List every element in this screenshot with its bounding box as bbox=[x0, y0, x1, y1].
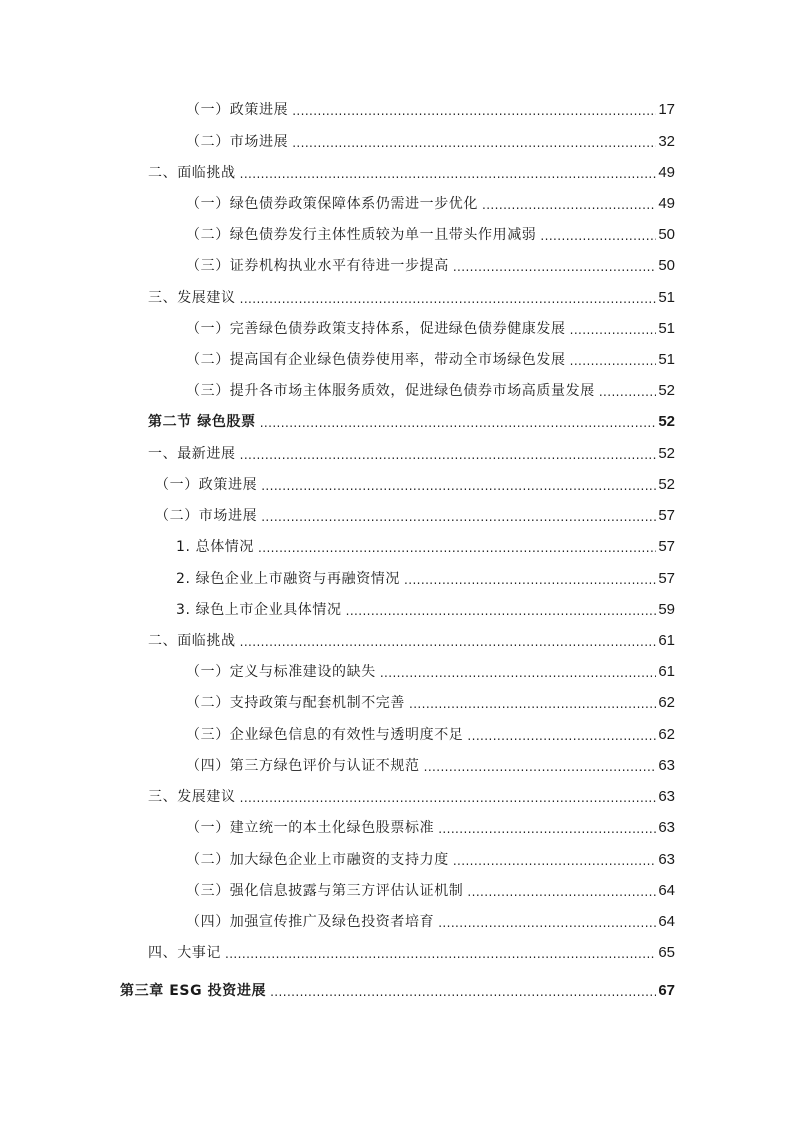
toc-entry-link[interactable] bbox=[186, 251, 675, 275]
toc-entry-link[interactable] bbox=[186, 657, 675, 681]
dot-leader bbox=[240, 289, 657, 307]
toc-entry-link[interactable] bbox=[186, 751, 675, 775]
toc-entry-page: 52 bbox=[658, 445, 675, 462]
toc-entry-title: （三）企业绿色信息的有效性与透明度不足 bbox=[186, 727, 464, 743]
toc-entry-title: 1. 总体情况 bbox=[176, 539, 255, 555]
toc-entry-link[interactable] bbox=[186, 220, 675, 244]
toc-entry-link[interactable] bbox=[148, 938, 675, 962]
dot-leader bbox=[438, 913, 656, 931]
toc-entry-page: 51 bbox=[658, 320, 675, 337]
toc-entry-link[interactable] bbox=[186, 720, 675, 744]
dot-leader bbox=[260, 413, 657, 431]
dot-leader bbox=[482, 195, 656, 213]
toc-entry-page: 63 bbox=[658, 788, 675, 805]
toc-entry-page: 59 bbox=[658, 601, 675, 618]
toc-entry-title: （二）绿色债券发行主体性质较为单一且带头作用减弱 bbox=[186, 227, 537, 243]
toc-entry-title: （一）完善绿色债券政策支持体系，促进绿色债券健康发展 bbox=[186, 321, 566, 337]
dot-leader bbox=[258, 538, 656, 556]
toc-entry-title: 二、面临挑战 bbox=[148, 633, 236, 649]
toc-entry-link[interactable] bbox=[186, 345, 675, 369]
toc-entry-title: （二）支持政策与配套机制不完善 bbox=[186, 695, 405, 711]
toc-entry-page: 57 bbox=[658, 507, 675, 524]
toc-entry-link[interactable] bbox=[120, 976, 675, 1000]
toc-entry-page: 49 bbox=[658, 195, 675, 212]
toc-entry-title: （三）提升各市场主体服务质效，促进绿色债券市场高质量发展 bbox=[186, 383, 595, 399]
toc-entry-title: （二）市场进展 bbox=[155, 508, 258, 524]
dot-leader bbox=[225, 944, 656, 962]
toc-entry-link[interactable] bbox=[176, 532, 675, 556]
dot-leader bbox=[540, 226, 656, 244]
toc-entry-page: 65 bbox=[658, 944, 675, 961]
toc-entry-page: 64 bbox=[658, 882, 675, 899]
toc-entry-page: 51 bbox=[658, 351, 675, 368]
toc-entry-title: 3. 绿色上市企业具体情况 bbox=[176, 602, 342, 618]
dot-leader bbox=[404, 570, 656, 588]
dot-leader bbox=[292, 101, 656, 119]
toc-entry-title: （三）强化信息披露与第三方评估认证机制 bbox=[186, 883, 464, 899]
dot-leader bbox=[240, 164, 657, 182]
toc-entry-link[interactable] bbox=[186, 845, 675, 869]
toc-entry-title: 一、最新进展 bbox=[148, 446, 236, 462]
toc-entry-link[interactable] bbox=[176, 564, 675, 588]
toc-entry-page: 62 bbox=[658, 726, 675, 743]
toc-entry-page: 32 bbox=[658, 133, 675, 150]
toc-entry-link[interactable] bbox=[186, 876, 675, 900]
dot-leader bbox=[346, 601, 657, 619]
toc-entry-title: 四、大事记 bbox=[148, 945, 221, 961]
toc-entry-title: 三、发展建议 bbox=[148, 290, 236, 306]
toc-entry-page: 64 bbox=[658, 913, 675, 930]
toc-entry-page: 17 bbox=[658, 101, 675, 118]
toc-entry-link[interactable] bbox=[186, 688, 675, 712]
toc-entry-title: （二）加大绿色企业上市融资的支持力度 bbox=[186, 852, 449, 868]
dot-leader bbox=[292, 133, 656, 151]
toc-entry-link[interactable] bbox=[186, 813, 675, 837]
toc-entry-page: 52 bbox=[658, 413, 675, 430]
toc-entry-title: 二、面临挑战 bbox=[148, 165, 236, 181]
toc-entry-page: 50 bbox=[658, 257, 675, 274]
toc-entry-page: 49 bbox=[658, 164, 675, 181]
toc-entry-title: （一）政策进展 bbox=[155, 477, 258, 493]
toc-entry-page: 52 bbox=[658, 382, 675, 399]
dot-leader bbox=[570, 351, 657, 369]
toc-entry-link[interactable] bbox=[155, 470, 675, 494]
toc-entry-page: 67 bbox=[658, 982, 675, 999]
toc-entry-page: 57 bbox=[658, 570, 675, 587]
toc-entry-page: 52 bbox=[658, 476, 675, 493]
toc-entry-title: （一）建立统一的本土化绿色股票标准 bbox=[186, 820, 435, 836]
toc-entry-title: 2. 绿色企业上市融资与再融资情况 bbox=[176, 571, 401, 587]
dot-leader bbox=[438, 819, 656, 837]
toc-entry-page: 61 bbox=[658, 663, 675, 680]
dot-leader bbox=[261, 507, 656, 525]
dot-leader bbox=[270, 982, 656, 1000]
toc-entry-link[interactable] bbox=[186, 95, 675, 119]
toc-entry-link[interactable] bbox=[186, 314, 675, 338]
toc-entry-page: 63 bbox=[658, 819, 675, 836]
toc-entry-link[interactable] bbox=[186, 907, 675, 931]
toc-entry-title: （二）市场进展 bbox=[186, 134, 289, 150]
toc-entry-link[interactable] bbox=[148, 283, 675, 307]
toc-entry-title: （四）第三方绿色评价与认证不规范 bbox=[186, 758, 420, 774]
toc-entry-title: （二）提高国有企业绿色债券使用率，带动全市场绿色发展 bbox=[186, 352, 566, 368]
toc-entry-link[interactable] bbox=[176, 595, 675, 619]
toc-entry-link[interactable] bbox=[148, 158, 675, 182]
dot-leader bbox=[599, 382, 657, 400]
dot-leader bbox=[467, 882, 656, 900]
toc-entry-title: （四）加强宣传推广及绿色投资者培育 bbox=[186, 914, 435, 930]
dot-leader bbox=[453, 851, 657, 869]
dot-leader bbox=[409, 694, 656, 712]
toc-entry-link[interactable] bbox=[186, 189, 675, 213]
dot-leader bbox=[240, 632, 657, 650]
toc-entry-page: 57 bbox=[658, 538, 675, 555]
toc-entry-link[interactable] bbox=[155, 501, 675, 525]
toc-entry-link[interactable] bbox=[148, 439, 675, 463]
toc-entry-link[interactable] bbox=[186, 376, 675, 400]
toc-entry-page: 61 bbox=[658, 632, 675, 649]
toc-entry-title: 三、发展建议 bbox=[148, 789, 236, 805]
toc-chapter-title: 第三章 ESG 投资进展 bbox=[120, 983, 267, 999]
toc-entry-page: 50 bbox=[658, 226, 675, 243]
toc-entry-page: 63 bbox=[658, 851, 675, 868]
dot-leader bbox=[467, 726, 656, 744]
toc-entry-link[interactable] bbox=[148, 782, 675, 806]
dot-leader bbox=[380, 663, 657, 681]
toc-section-title: 第二节 绿色股票 bbox=[148, 414, 256, 430]
toc-entry-link[interactable] bbox=[148, 407, 675, 431]
dot-leader bbox=[240, 445, 657, 463]
dot-leader bbox=[240, 788, 657, 806]
toc-entry-link[interactable] bbox=[148, 626, 675, 650]
dot-leader bbox=[570, 320, 657, 338]
toc-entry-title: （一）绿色债券政策保障体系仍需进一步优化 bbox=[186, 196, 478, 212]
dot-leader bbox=[424, 757, 657, 775]
dot-leader bbox=[261, 476, 656, 494]
toc-entry-page: 51 bbox=[658, 289, 675, 306]
toc-entry-title: （三）证券机构执业水平有待进一步提高 bbox=[186, 258, 449, 274]
toc-entry-page: 63 bbox=[658, 757, 675, 774]
toc-entry-title: （一）政策进展 bbox=[186, 102, 289, 118]
toc-entry-page: 62 bbox=[658, 694, 675, 711]
dot-leader bbox=[453, 257, 657, 275]
toc-entry-title: （一）定义与标准建设的缺失 bbox=[186, 664, 376, 680]
toc-entry-link[interactable] bbox=[186, 127, 675, 151]
